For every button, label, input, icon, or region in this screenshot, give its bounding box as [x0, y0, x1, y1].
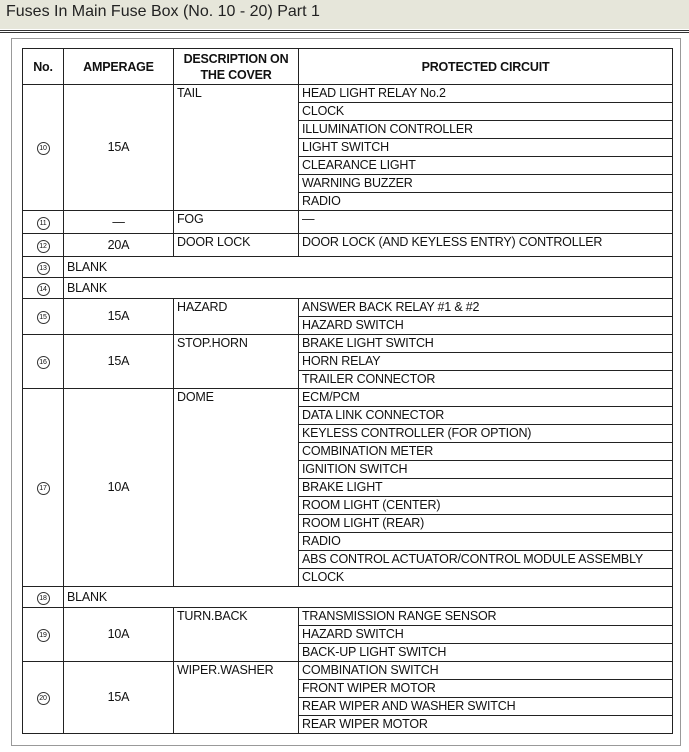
fuse-number-circle: 14 [37, 283, 50, 296]
protected-circuit: COMBINATION SWITCH [299, 662, 673, 680]
fuse-row [23, 608, 673, 626]
amperage: 15A [64, 85, 174, 211]
fuse-number [23, 278, 64, 299]
header-no: No. [23, 49, 64, 85]
fuse-table [22, 48, 673, 734]
amperage: 10A [64, 608, 174, 662]
fuse-row [23, 335, 673, 353]
protected-circuit: TRANSMISSION RANGE SENSOR [299, 608, 673, 626]
fuse-number [23, 662, 64, 734]
protected-circuit: TRAILER CONNECTOR [299, 371, 673, 389]
fuse-row [23, 587, 673, 608]
cover-description: WIPER.WASHER [174, 662, 299, 734]
divider [0, 30, 689, 33]
fuse-number-circle: 16 [37, 356, 50, 369]
fuse-number-circle: 13 [37, 262, 50, 275]
fuse-number-circle: 12 [37, 240, 50, 253]
fuse-row [23, 257, 673, 278]
fuse-number-circle: 19 [37, 629, 50, 642]
protected-circuit: REAR WIPER MOTOR [299, 716, 673, 734]
protected-circuit: ROOM LIGHT (REAR) [299, 515, 673, 533]
fuse-number-circle: 20 [37, 692, 50, 705]
protected-circuit: RADIO [299, 533, 673, 551]
protected-circuit: ABS CONTROL ACTUATOR/CONTROL MODULE ASSEMBLY [299, 551, 673, 569]
fuse-row [23, 662, 673, 680]
protected-circuit: CLOCK [299, 103, 673, 121]
protected-circuit: DATA LINK CONNECTOR [299, 407, 673, 425]
protected-circuit: HEAD LIGHT RELAY No.2 [299, 85, 673, 103]
blank-label: BLANK [64, 587, 673, 608]
protected-circuit: FRONT WIPER MOTOR [299, 680, 673, 698]
amperage: — [64, 211, 174, 234]
protected-circuit: CLEARANCE LIGHT [299, 157, 673, 175]
amperage: 15A [64, 299, 174, 335]
fuse-number-circle: 10 [37, 142, 50, 155]
protected-circuit: BRAKE LIGHT [299, 479, 673, 497]
protected-circuit: KEYLESS CONTROLLER (FOR OPTION) [299, 425, 673, 443]
protected-circuit: HAZARD SWITCH [299, 626, 673, 644]
fuse-number-circle: 18 [37, 592, 50, 605]
protected-circuit: CLOCK [299, 569, 673, 587]
page-title: Fuses In Main Fuse Box (No. 10 - 20) Part 1 [6, 3, 320, 20]
fuse-row [23, 278, 673, 299]
fuse-number [23, 335, 64, 389]
fuse-number-circle: 11 [37, 217, 50, 230]
protected-circuit: COMBINATION METER [299, 443, 673, 461]
fuse-number [23, 211, 64, 234]
header-description: DESCRIPTION ON THE COVER [174, 49, 299, 85]
protected-circuit: HORN RELAY [299, 353, 673, 371]
cover-description: TAIL [174, 85, 299, 211]
cover-description: HAZARD [174, 299, 299, 335]
blank-label: BLANK [64, 278, 673, 299]
fuse-row [23, 389, 673, 407]
fuse-number [23, 257, 64, 278]
protected-circuit: LIGHT SWITCH [299, 139, 673, 157]
fuse-row [23, 211, 673, 234]
protected-circuit: ILLUMINATION CONTROLLER [299, 121, 673, 139]
protected-circuit: WARNING BUZZER [299, 175, 673, 193]
amperage: 15A [64, 662, 174, 734]
protected-circuit: — [299, 211, 673, 234]
header-row [23, 49, 673, 85]
fuse-row [23, 234, 673, 257]
cover-description: FOG [174, 211, 299, 234]
protected-circuit: REAR WIPER AND WASHER SWITCH [299, 698, 673, 716]
fuse-number [23, 608, 64, 662]
title-bar [0, 0, 689, 29]
fuse-number [23, 85, 64, 211]
protected-circuit: ECM/PCM [299, 389, 673, 407]
header-protected-circuit: PROTECTED CIRCUIT [299, 49, 673, 85]
amperage: 10A [64, 389, 174, 587]
protected-circuit: BRAKE LIGHT SWITCH [299, 335, 673, 353]
header-amperage: AMPERAGE [64, 49, 174, 85]
fuse-number [23, 587, 64, 608]
cover-description: STOP.HORN [174, 335, 299, 389]
fuse-number-circle: 15 [37, 311, 50, 324]
amperage: 20A [64, 234, 174, 257]
fuse-row [23, 299, 673, 317]
protected-circuit: ANSWER BACK RELAY #1 & #2 [299, 299, 673, 317]
cover-description: TURN.BACK [174, 608, 299, 662]
fuse-number [23, 299, 64, 335]
fuse-number [23, 234, 64, 257]
protected-circuit: BACK-UP LIGHT SWITCH [299, 644, 673, 662]
fuse-number-circle: 17 [37, 482, 50, 495]
fuse-row [23, 85, 673, 103]
fuse-number [23, 389, 64, 587]
cover-description: DOOR LOCK [174, 234, 299, 257]
cover-description: DOME [174, 389, 299, 587]
protected-circuit: DOOR LOCK (AND KEYLESS ENTRY) CONTROLLER [299, 234, 673, 257]
protected-circuit: RADIO [299, 193, 673, 211]
amperage: 15A [64, 335, 174, 389]
protected-circuit: IGNITION SWITCH [299, 461, 673, 479]
protected-circuit: HAZARD SWITCH [299, 317, 673, 335]
protected-circuit: ROOM LIGHT (CENTER) [299, 497, 673, 515]
blank-label: BLANK [64, 257, 673, 278]
